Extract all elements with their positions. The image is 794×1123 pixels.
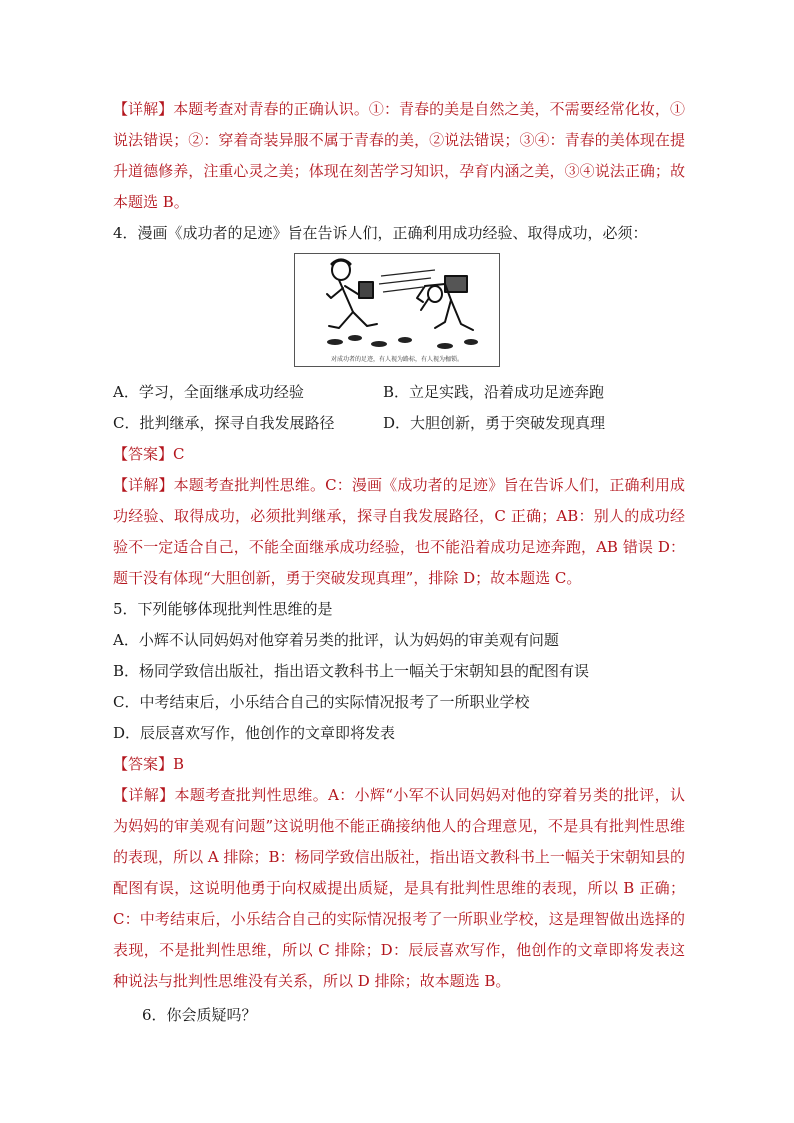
answer-tag: 【答案】 bbox=[113, 445, 174, 463]
q4-answer bbox=[113, 439, 685, 470]
detail-tag: 【详解】 bbox=[113, 786, 175, 804]
q4-detail bbox=[113, 470, 685, 594]
q5-option-a: A．小辉不认同妈妈对他穿着另类的批评，认为妈妈的审美观有问题 bbox=[113, 631, 559, 649]
question-4-options bbox=[113, 377, 685, 439]
comic-image bbox=[294, 253, 500, 367]
question-6-stem: 6．你会质疑吗？ bbox=[142, 1006, 257, 1024]
detail-paragraph-q3 bbox=[113, 94, 685, 218]
question-5-stem: 5．下列能够体现批判性思维的是 bbox=[113, 600, 333, 618]
comic-drawing bbox=[295, 254, 499, 354]
q5-detail bbox=[113, 780, 685, 997]
q4-option-b: B．立足实践，沿着成功足迹奔跑 bbox=[383, 383, 605, 401]
detail-tag: 【详解】 bbox=[113, 100, 174, 118]
answer-tag: 【答案】 bbox=[113, 755, 174, 773]
detail-text: 本题考查批判性思维。A：小辉“小军不认同妈妈对他的穿着另类的批评，认为妈妈的审美观有问题”这说明他不能正确接纳他人的合理意见，不是具有批判性思维的表现，所以 A 排除；B：杨同学致信出版社，指出语文教科书上一幅关于宋朝知县的配图有误，这说明他勇于向权威提出质疑，是具有批判性思维的表现，所以 B 正确；C：中考结束后，小乐结合自己的实际情况报考了一所职业学校，这是理智做出选择的表现，不是批判性思维，所以 C 排除；D：辰辰喜欢写作，他创作的文章即将发表这种说法与批判性思维没有关系，所以 D 排除；故本题选 B。 bbox=[113, 786, 685, 990]
answer-value: B bbox=[173, 755, 185, 773]
comic-caption: 对成功者的足迹，有人视为路标，有人视为枷锁。 bbox=[330, 356, 463, 363]
detail-tag: 【详解】 bbox=[113, 476, 174, 494]
detail-text: 本题考查批判性思维。C：漫画《成功者的足迹》旨在告诉人们，正确利用成功经验、取得成功，必须批判继承，探寻自我发展路径，C 正确；AB：别人的成功经验不一定适合自己，不能全面继承成功经验，也不能沿着成功足迹奔跑，AB 错误 D：题干没有体现“大胆创新，勇于突破发现真理”，排除 D；故本题选 C。 bbox=[113, 476, 685, 587]
detail-text: 本题考查对青春的正确认识。①：青春的美是自然之美，不需要经常化妆，①说法错误；②：穿着奇装异服不属于青春的美，②说法错误；③④：青春的美体现在提升道德修养，注重心灵之美；体现在刻苦学习知识，孕育内涵之美，③④说法正确；故本题选 B。 bbox=[113, 100, 685, 211]
question-4-stem: 4．漫画《成功者的足迹》旨在告诉人们，正确利用成功经验、取得成功，必须： bbox=[113, 224, 648, 242]
q5-answer bbox=[113, 749, 685, 780]
q4-option-a: A．学习，全面继承成功经验 bbox=[113, 383, 304, 401]
content-column bbox=[113, 94, 685, 997]
answer-value: C bbox=[173, 445, 185, 463]
comic-figure-wrap bbox=[113, 253, 685, 371]
q5-option-c: C．中考结束后，小乐结合自己的实际情况报考了一所职业学校 bbox=[113, 693, 530, 711]
q5-option-d: D．辰辰喜欢写作，他创作的文章即将发表 bbox=[113, 724, 396, 742]
q4-option-d: D．大胆创新，勇于突破发现真理 bbox=[383, 414, 606, 432]
q5-option-b: B．杨同学致信出版社，指出语文教科书上一幅关于宋朝知县的配图有误 bbox=[113, 662, 590, 680]
q4-option-c: C．批判继承，探寻自我发展路径 bbox=[113, 414, 335, 432]
